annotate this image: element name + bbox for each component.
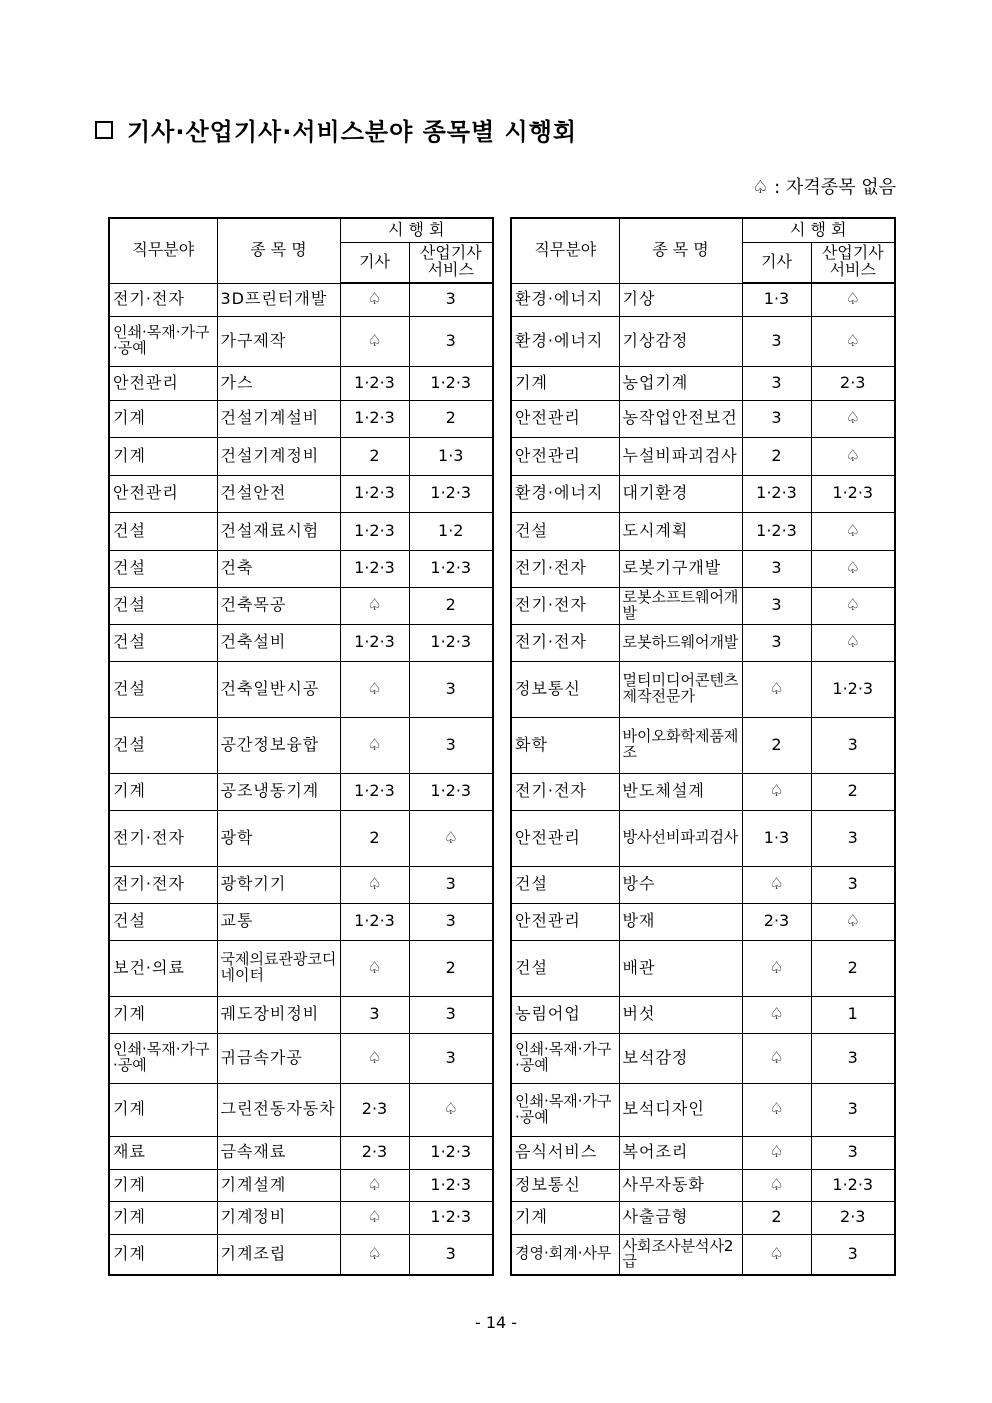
table-row	[109, 996, 493, 1033]
field-cell: 전기·전자	[511, 550, 619, 587]
industrial-cell: 3	[811, 717, 895, 773]
industrial-cell: ♤	[409, 810, 493, 866]
gisa-cell: ♤	[340, 1201, 409, 1234]
name-cell: 건설기계정비	[217, 437, 340, 475]
name-cell: 대기환경	[619, 475, 742, 512]
name-cell: 기계정비	[217, 1201, 340, 1234]
table-row	[109, 717, 493, 773]
industrial-cell: 1·2·3	[409, 773, 493, 810]
field-cell: 화학	[511, 717, 619, 773]
field-cell: 전기·전자	[109, 866, 217, 903]
field-cell: 안전관리	[511, 437, 619, 475]
field-cell: 건설	[511, 866, 619, 903]
gisa-cell: 1·2·3	[340, 550, 409, 587]
field-cell: 인쇄·목재·가구·공예	[109, 1033, 217, 1083]
field-cell: 기계	[109, 1083, 217, 1136]
name-cell: 기상	[619, 283, 742, 316]
industrial-cell: 3	[811, 866, 895, 903]
gisa-cell: ♤	[742, 1136, 811, 1169]
name-cell: 건축	[217, 550, 340, 587]
table-row	[511, 1033, 895, 1083]
industrial-cell: 2·3	[811, 366, 895, 400]
name-cell: 금속재료	[217, 1136, 340, 1169]
field-cell: 건설	[109, 903, 217, 940]
industrial-cell: 1·2	[409, 512, 493, 550]
gisa-cell: 1·2·3	[742, 475, 811, 512]
industrial-cell: 3	[409, 996, 493, 1033]
industrial-cell: 1·2·3	[409, 475, 493, 512]
table-row	[109, 940, 493, 996]
table-row	[109, 400, 493, 437]
field-cell: 건설	[109, 550, 217, 587]
name-cell: 사출금형	[619, 1201, 742, 1234]
field-cell: 재료	[109, 1136, 217, 1169]
gisa-cell: ♤	[340, 316, 409, 366]
field-cell: 기계	[109, 437, 217, 475]
field-cell: 기계	[109, 996, 217, 1033]
field-cell: 기계	[109, 1201, 217, 1234]
gisa-cell: 2·3	[340, 1136, 409, 1169]
name-cell: 공조냉동기계	[217, 773, 340, 810]
table-row	[511, 437, 895, 475]
table-row	[109, 1234, 493, 1275]
header-industrial: 산업기사 서비스	[811, 242, 895, 283]
industrial-cell: 3	[811, 810, 895, 866]
industrial-cell: 1	[811, 996, 895, 1033]
name-cell: 건축목공	[217, 587, 340, 624]
name-cell: 보석감정	[619, 1033, 742, 1083]
name-cell: 복어조리	[619, 1136, 742, 1169]
table-row	[511, 1201, 895, 1234]
gisa-cell: ♤	[340, 1169, 409, 1201]
gisa-cell: 3	[742, 550, 811, 587]
name-cell: 멀티미디어콘텐츠제작전문가	[619, 661, 742, 717]
table-row	[109, 587, 493, 624]
gisa-cell: 2	[742, 1201, 811, 1234]
table-row	[511, 400, 895, 437]
gisa-cell: 1·2·3	[340, 400, 409, 437]
header-gisa: 기사	[340, 242, 409, 283]
gisa-cell: ♤	[340, 1234, 409, 1275]
gisa-cell: 3	[742, 400, 811, 437]
gisa-cell: 2·3	[340, 1083, 409, 1136]
industrial-cell: 3	[409, 283, 493, 316]
checkbox-square-icon	[95, 121, 113, 139]
gisa-cell: 1·2·3	[340, 512, 409, 550]
industrial-cell: ♤	[811, 283, 895, 316]
field-cell: 보건·의료	[109, 940, 217, 996]
industrial-cell: ♤	[811, 400, 895, 437]
header-industrial: 산업기사 서비스	[409, 242, 493, 283]
industrial-cell: 3	[811, 1136, 895, 1169]
table-row	[109, 512, 493, 550]
gisa-cell: 1·2·3	[340, 903, 409, 940]
field-cell: 인쇄·목재·가구·공예	[511, 1033, 619, 1083]
header-name: 종 목 명	[619, 218, 742, 283]
industrial-cell: 1·2·3	[409, 550, 493, 587]
name-cell: 건설안전	[217, 475, 340, 512]
industrial-cell: 3	[409, 717, 493, 773]
industrial-cell: 2	[811, 773, 895, 810]
name-cell: 배관	[619, 940, 742, 996]
name-cell: 국제의료관광코디네이터	[217, 940, 340, 996]
name-cell: 방재	[619, 903, 742, 940]
field-cell: 음식서비스	[511, 1136, 619, 1169]
name-cell: 로봇기구개발	[619, 550, 742, 587]
table-row	[511, 773, 895, 810]
right-table	[510, 217, 896, 1276]
field-cell: 기계	[109, 773, 217, 810]
gisa-cell: 3	[340, 996, 409, 1033]
table-row	[109, 1169, 493, 1201]
table-row	[511, 624, 895, 661]
gisa-cell: 3	[742, 366, 811, 400]
table-row	[109, 437, 493, 475]
name-cell: 농작업안전보건	[619, 400, 742, 437]
name-cell: 광학기기	[217, 866, 340, 903]
field-cell: 건설	[511, 512, 619, 550]
gisa-cell: 1·3	[742, 283, 811, 316]
industrial-cell: 1·2·3	[409, 624, 493, 661]
gisa-cell: 2	[742, 717, 811, 773]
table-row	[511, 283, 895, 316]
industrial-cell: 1·2·3	[409, 1136, 493, 1169]
field-cell: 건설	[109, 587, 217, 624]
name-cell: 방수	[619, 866, 742, 903]
table-row	[109, 366, 493, 400]
field-cell: 기계	[109, 1234, 217, 1275]
name-cell: 도시계획	[619, 512, 742, 550]
industrial-cell: 1·2·3	[811, 661, 895, 717]
table-row	[511, 550, 895, 587]
header-group: 시 행 회	[340, 218, 493, 242]
field-cell: 기계	[511, 1201, 619, 1234]
name-cell: 건축설비	[217, 624, 340, 661]
table-row	[109, 810, 493, 866]
field-cell: 전기·전자	[511, 773, 619, 810]
name-cell: 귀금속가공	[217, 1033, 340, 1083]
name-cell: 로봇하드웨어개발	[619, 624, 742, 661]
field-cell: 기계	[109, 1169, 217, 1201]
industrial-cell: 1·2·3	[409, 366, 493, 400]
industrial-cell: 2	[811, 940, 895, 996]
industrial-cell: ♤	[811, 624, 895, 661]
table-row	[109, 624, 493, 661]
field-cell: 전기·전자	[511, 624, 619, 661]
header-name: 종 목 명	[217, 218, 340, 283]
name-cell: 사회조사분석사2급	[619, 1234, 742, 1275]
name-cell: 3D프린터개발	[217, 283, 340, 316]
field-cell: 환경·에너지	[511, 283, 619, 316]
name-cell: 건설기계설비	[217, 400, 340, 437]
industrial-cell: 3	[811, 1083, 895, 1136]
gisa-cell: ♤	[742, 940, 811, 996]
table-row	[511, 996, 895, 1033]
gisa-cell: ♤	[340, 587, 409, 624]
name-cell: 가스	[217, 366, 340, 400]
name-cell: 가구제작	[217, 316, 340, 366]
name-cell: 바이오화학제품제조	[619, 717, 742, 773]
industrial-cell: 2	[409, 940, 493, 996]
gisa-cell: ♤	[742, 773, 811, 810]
name-cell: 건설재료시험	[217, 512, 340, 550]
industrial-cell: 1·3	[409, 437, 493, 475]
industrial-cell: 3	[811, 1033, 895, 1083]
header-gisa: 기사	[742, 242, 811, 283]
gisa-cell: 3	[742, 587, 811, 624]
table-row	[109, 1201, 493, 1234]
gisa-cell: 1·2·3	[340, 366, 409, 400]
industrial-cell: 3	[409, 661, 493, 717]
field-cell: 경영·회계·사무	[511, 1234, 619, 1275]
industrial-cell: 1·2·3	[811, 475, 895, 512]
table-row	[109, 475, 493, 512]
table-row	[511, 1234, 895, 1275]
industrial-cell: ♤	[811, 550, 895, 587]
industrial-cell: 2·3	[811, 1201, 895, 1234]
document-title	[95, 112, 577, 147]
gisa-cell: ♤	[742, 866, 811, 903]
field-cell: 건설	[511, 940, 619, 996]
name-cell: 보석디자인	[619, 1083, 742, 1136]
name-cell: 농업기계	[619, 366, 742, 400]
field-cell: 환경·에너지	[511, 316, 619, 366]
field-cell: 전기·전자	[109, 283, 217, 316]
name-cell: 기계설계	[217, 1169, 340, 1201]
gisa-cell: 3	[742, 624, 811, 661]
field-cell: 인쇄·목재·가구·공예	[109, 316, 217, 366]
field-cell: 안전관리	[109, 475, 217, 512]
industrial-cell: 2	[409, 587, 493, 624]
industrial-cell: ♤	[811, 316, 895, 366]
name-cell: 그린전동자동차	[217, 1083, 340, 1136]
gisa-cell: 2·3	[742, 903, 811, 940]
field-cell: 전기·전자	[109, 810, 217, 866]
table-row	[511, 1169, 895, 1201]
table-row	[511, 1136, 895, 1169]
field-cell: 인쇄·목재·가구·공예	[511, 1083, 619, 1136]
industrial-cell: 3	[409, 316, 493, 366]
name-cell: 누설비파괴검사	[619, 437, 742, 475]
gisa-cell: 3	[742, 316, 811, 366]
industrial-cell: 3	[811, 1234, 895, 1275]
gisa-cell: ♤	[742, 1083, 811, 1136]
gisa-cell: 2	[340, 810, 409, 866]
table-row	[511, 810, 895, 866]
table-row	[109, 773, 493, 810]
left-table	[108, 217, 494, 1276]
table-row	[511, 1083, 895, 1136]
field-cell: 건설	[109, 717, 217, 773]
name-cell: 사무자동화	[619, 1169, 742, 1201]
name-cell: 궤도장비정비	[217, 996, 340, 1033]
industrial-cell: ♤	[811, 512, 895, 550]
table-row	[109, 903, 493, 940]
gisa-cell: ♤	[742, 1169, 811, 1201]
name-cell: 방사선비파괴검사	[619, 810, 742, 866]
table-row	[109, 1083, 493, 1136]
table-row	[109, 550, 493, 587]
name-cell: 기상감정	[619, 316, 742, 366]
gisa-cell: ♤	[340, 661, 409, 717]
field-cell: 정보통신	[511, 661, 619, 717]
field-cell: 정보통신	[511, 1169, 619, 1201]
table-row	[511, 903, 895, 940]
table-row	[109, 1136, 493, 1169]
legend-note: ♤ : 자격종목 없음	[752, 177, 896, 198]
name-cell: 공간정보융합	[217, 717, 340, 773]
industrial-cell: 3	[409, 903, 493, 940]
table-row	[109, 866, 493, 903]
header-group: 시 행 회	[742, 218, 895, 242]
gisa-cell: 1·2·3	[340, 624, 409, 661]
field-cell: 안전관리	[511, 903, 619, 940]
field-cell: 환경·에너지	[511, 475, 619, 512]
field-cell: 건설	[109, 512, 217, 550]
name-cell: 건축일반시공	[217, 661, 340, 717]
table-row	[109, 283, 493, 316]
industrial-cell: 1·2·3	[409, 1169, 493, 1201]
field-cell: 건설	[109, 624, 217, 661]
industrial-cell: 3	[409, 1234, 493, 1275]
industrial-cell: 2	[409, 400, 493, 437]
gisa-cell: ♤	[340, 283, 409, 316]
table-row	[109, 661, 493, 717]
gisa-cell: ♤	[742, 1234, 811, 1275]
industrial-cell: 1·2·3	[811, 1169, 895, 1201]
gisa-cell: ♤	[742, 996, 811, 1033]
gisa-cell: ♤	[340, 940, 409, 996]
industrial-cell: ♤	[409, 1083, 493, 1136]
table-row	[511, 717, 895, 773]
name-cell: 교통	[217, 903, 340, 940]
header-field: 직무분야	[511, 218, 619, 283]
table-row	[511, 512, 895, 550]
table-row	[511, 366, 895, 400]
gisa-cell: 1·2·3	[340, 773, 409, 810]
name-cell: 버섯	[619, 996, 742, 1033]
gisa-cell: 1·2·3	[742, 512, 811, 550]
gisa-cell: ♤	[340, 866, 409, 903]
gisa-cell: 1·2·3	[340, 475, 409, 512]
document-title-text: 기사·산업기사·서비스분야 종목별 시행회	[127, 118, 578, 146]
table-row	[511, 316, 895, 366]
gisa-cell: 2	[340, 437, 409, 475]
header-field: 직무분야	[109, 218, 217, 283]
industrial-cell: ♤	[811, 903, 895, 940]
gisa-cell: 1·3	[742, 810, 811, 866]
industrial-cell: ♤	[811, 587, 895, 624]
gisa-cell: 2	[742, 437, 811, 475]
industrial-cell: ♤	[811, 437, 895, 475]
field-cell: 전기·전자	[511, 587, 619, 624]
field-cell: 기계	[109, 400, 217, 437]
table-row	[109, 1033, 493, 1083]
field-cell: 기계	[511, 366, 619, 400]
name-cell: 광학	[217, 810, 340, 866]
table-row	[511, 475, 895, 512]
industrial-cell: 3	[409, 866, 493, 903]
gisa-cell: ♤	[742, 661, 811, 717]
name-cell: 로봇소프트웨어개발	[619, 587, 742, 624]
table-row	[511, 866, 895, 903]
table-row	[511, 661, 895, 717]
gisa-cell: ♤	[340, 1033, 409, 1083]
table-row	[511, 940, 895, 996]
field-cell: 건설	[109, 661, 217, 717]
field-cell: 안전관리	[511, 810, 619, 866]
gisa-cell: ♤	[742, 1033, 811, 1083]
field-cell: 안전관리	[511, 400, 619, 437]
gisa-cell: ♤	[340, 717, 409, 773]
industrial-cell: 3	[409, 1033, 493, 1083]
table-row	[511, 587, 895, 624]
field-cell: 농림어업	[511, 996, 619, 1033]
name-cell: 기계조립	[217, 1234, 340, 1275]
field-cell: 안전관리	[109, 366, 217, 400]
name-cell: 반도체설계	[619, 773, 742, 810]
industrial-cell: 1·2·3	[409, 1201, 493, 1234]
table-row	[109, 316, 493, 366]
page-number: - 14 -	[474, 1313, 518, 1332]
